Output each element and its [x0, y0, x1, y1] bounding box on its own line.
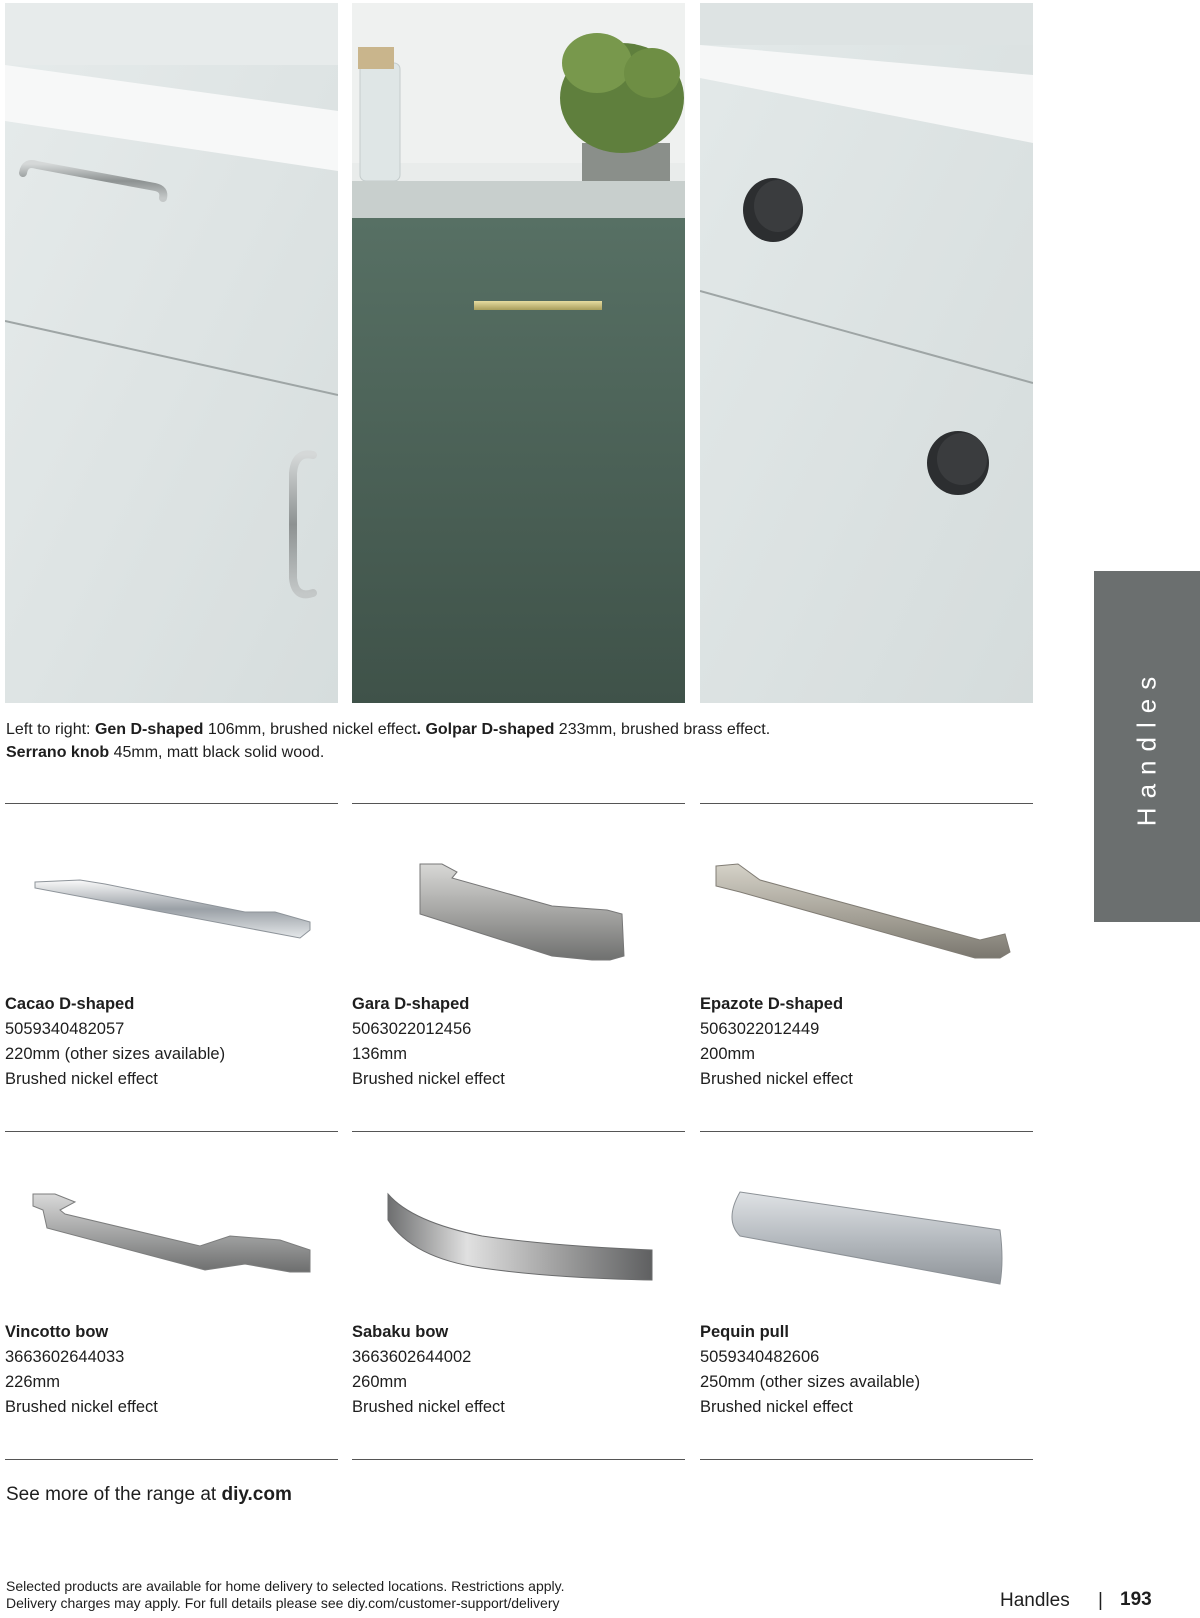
- diy-link[interactable]: diy.com: [221, 1484, 292, 1505]
- page-number: 193: [1120, 1589, 1152, 1610]
- divider: [700, 803, 1033, 804]
- product-code: 5063022012449: [700, 1020, 820, 1038]
- footer-section-label: Handles: [1000, 1590, 1070, 1611]
- sabaku-handle-image: [352, 1180, 685, 1330]
- product-card-cacao: [5, 992, 338, 1092]
- product-name: Gara D-shaped: [352, 995, 470, 1013]
- photo-caption: [6, 718, 1006, 764]
- footer-separator: |: [1098, 1590, 1103, 1611]
- gara-handle-image: [352, 830, 685, 980]
- product-finish: Brushed nickel effect: [5, 1070, 158, 1088]
- product-card-pequin: [700, 1320, 1033, 1420]
- caption-item3-desc: 45mm, matt black solid wood.: [109, 744, 325, 761]
- divider: [5, 803, 338, 804]
- caption-item3-name: Serrano knob: [6, 744, 110, 761]
- side-tab-label: Handles: [1131, 667, 1162, 826]
- product-card-vincotto: [5, 1320, 338, 1420]
- product-finish: Brushed nickel effect: [5, 1398, 158, 1416]
- product-name: Vincotto bow: [5, 1323, 109, 1341]
- legal-line: Selected products are available for home delivery to selected locations. Restrictions apply.: [6, 1578, 565, 1594]
- product-size: 260mm: [352, 1373, 408, 1391]
- product-code: 5059340482057: [5, 1020, 125, 1038]
- product-size: 226mm: [5, 1373, 61, 1391]
- product-name: Epazote D-shaped: [700, 995, 844, 1013]
- product-finish: Brushed nickel effect: [352, 1070, 505, 1088]
- caption-item2-desc: 233mm, brushed brass effect.: [554, 721, 771, 738]
- product-finish: Brushed nickel effect: [352, 1398, 505, 1416]
- section-side-tab: [1094, 571, 1200, 922]
- gen-d-shaped-photo: [5, 3, 338, 703]
- cacao-handle-image: [5, 830, 338, 980]
- product-card-sabaku: [352, 1320, 685, 1420]
- divider: [5, 1131, 338, 1132]
- divider: [352, 803, 685, 804]
- product-code: 3663602644033: [5, 1348, 125, 1366]
- vincotto-handle-image: [5, 1180, 338, 1330]
- golpar-d-shaped-photo: [352, 3, 685, 703]
- pequin-handle-image: [700, 1180, 1033, 1330]
- product-size: 200mm: [700, 1045, 756, 1063]
- caption-intro: Left to right:: [6, 721, 95, 738]
- caption-item2-name: . Golpar D-shaped: [416, 721, 555, 738]
- product-code: 5059340482606: [700, 1348, 820, 1366]
- serrano-knob-photo: [700, 3, 1033, 703]
- product-finish: Brushed nickel effect: [700, 1070, 853, 1088]
- product-size: 220mm (other sizes available): [5, 1045, 226, 1063]
- product-size: 250mm (other sizes available): [700, 1373, 921, 1391]
- divider: [352, 1131, 685, 1132]
- product-name: Cacao D-shaped: [5, 995, 135, 1013]
- epazote-handle-image: [700, 830, 1033, 980]
- legal-line: Delivery charges may apply. For full details please see diy.com/customer-support/delivery: [6, 1595, 560, 1611]
- product-finish: Brushed nickel effect: [700, 1398, 853, 1416]
- divider: [700, 1459, 1033, 1460]
- product-size: 136mm: [352, 1045, 408, 1063]
- caption-item1-name: Gen D-shaped: [94, 721, 204, 738]
- product-code: 3663602644002: [352, 1348, 472, 1366]
- product-card-epazote: [700, 992, 1033, 1092]
- product-code: 5063022012456: [352, 1020, 472, 1038]
- legal-notice: [6, 1578, 706, 1612]
- divider: [352, 1459, 685, 1460]
- caption-item1-desc: 106mm, brushed nickel effect: [203, 721, 417, 738]
- product-card-gara: [352, 992, 685, 1092]
- product-name: Sabaku bow: [352, 1323, 449, 1341]
- divider: [5, 1459, 338, 1460]
- divider: [700, 1131, 1033, 1132]
- see-more-label: See more of the range at: [6, 1484, 222, 1505]
- see-more-text: [6, 1484, 292, 1506]
- product-name: Pequin pull: [700, 1323, 789, 1341]
